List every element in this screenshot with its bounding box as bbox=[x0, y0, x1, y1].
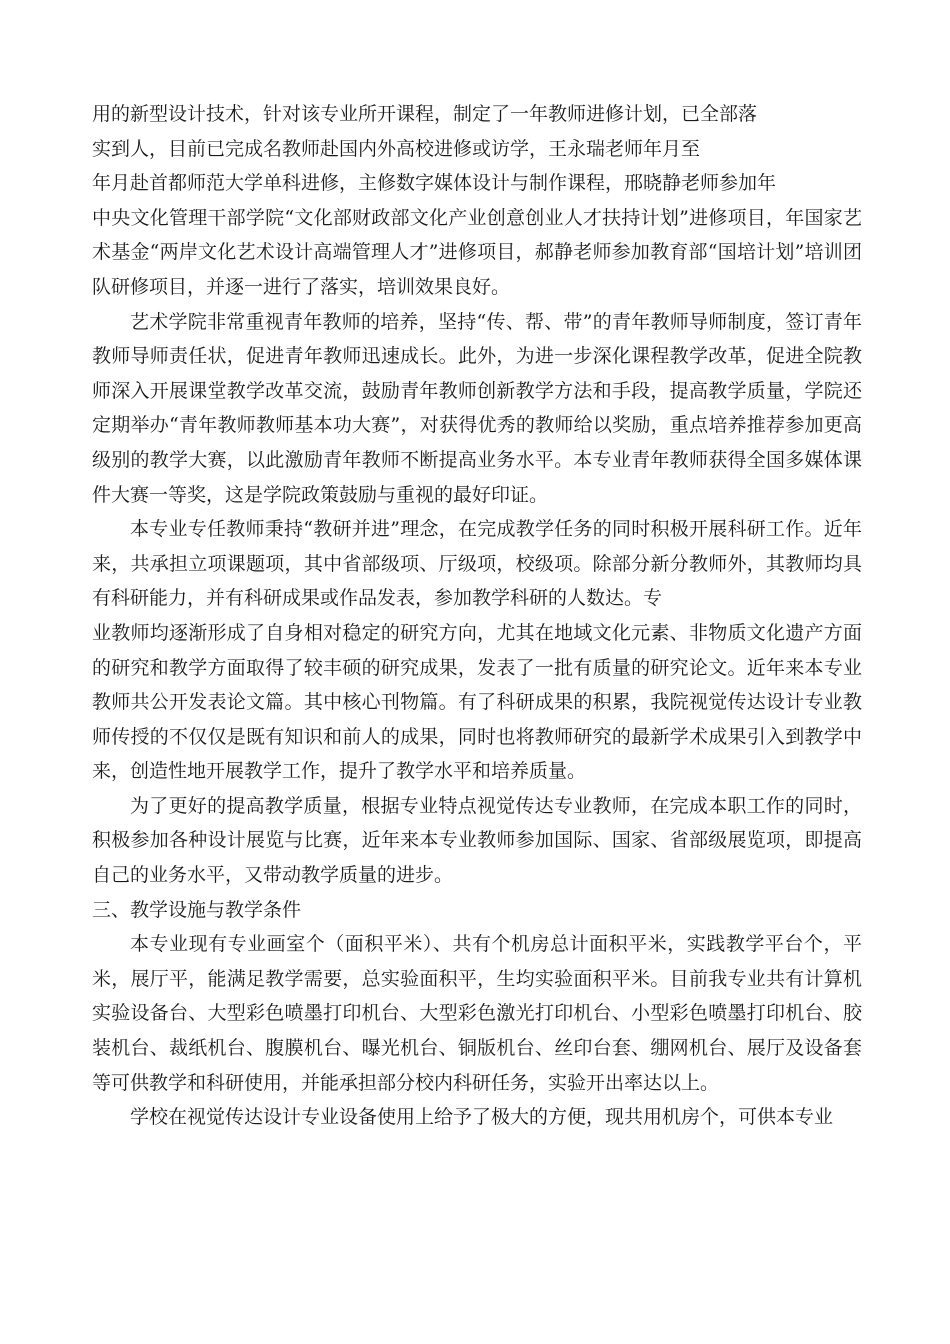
paragraph-1-line-1: 用的新型设计技术，针对该专业所开课程，制定了一年教师进修计划，已全部落 bbox=[92, 103, 758, 125]
paragraph-3 bbox=[92, 512, 862, 789]
paragraph-2: 艺术学院非常重视青年教师的培养，坚持“传、帮、带”的青年教师导师制度，签订青年教师导师责任状，促进青年教师迅速成长。此外，为进一步深化课程教学改革，促进全院教师深入开展课堂教学改革交流，鼓励青年教师创新教学方法和手段，提高教学质量，学院还定期举办“青年教师教师基本功大赛”，对获得优秀的教师给以奖励，重点培养推荐参加更高级别的教学大赛，以此激励青年教师不断提高业务水平。本专业青年教师获得全国多媒体课件大赛一等奖，这是学院政策鼓励与重视的最好印证。 bbox=[92, 310, 862, 506]
paragraph-6: 学校在视觉传达设计专业设备使用上给予了极大的方便，现共用机房个，可供本专业 bbox=[130, 1106, 834, 1129]
paragraph-3-part-1: 本专业专任教师秉持“教研并进”理念，在完成教学任务的同时积极开展科研工作。近年来，共承担立项课题项，其中省部级项、厅级项，校级项。除部分新分教师外，其教师均具有科研能力，并有科研成果或作品发表，参加教学科研的人数达。专 bbox=[92, 518, 862, 610]
section-heading: 三、教学设施与教学条件 bbox=[92, 898, 302, 921]
paragraph-1-line-4: 中央文化管理干部学院“文化部财政部文化产业创意创业人才扶持计划”进修项目，年国家艺术基金“两岸文化艺术设计高端管理人才”进修项目，郝静老师参加教育部“国培计划”培训团队研修项目，并逐一进行了落实，培训效果良好。 bbox=[92, 206, 862, 298]
paragraph-1-line-3: 年月赴首都师范大学单科进修，主修数字媒体设计与制作课程，邢晓静老师参加年 bbox=[92, 172, 777, 195]
document-body bbox=[92, 97, 862, 1135]
paragraph-5: 本专业现有专业画室个（面积平米）、共有个机房总计面积平米，实践教学平台个，平米，展厅平，能满足教学需要，总实验面积平，生均实验面积平米。目前我专业共有计算机实验设备台、大型彩色喷墨打印机台、大型彩色激光打印机台、小型彩色喷墨打印机台、胶装机台、裁纸机台、腹膜机台、曝光机台、铜版机台、丝印台套、绷网机台、展厅及设备套等可供教学和科研使用，并能承担部分校内科研任务，实验开出率达以上。 bbox=[92, 933, 862, 1094]
paragraph-3-part-2: 业教师均逐渐形成了自身相对稳定的研究方向，尤其在地域文化元素、非物质文化遗产方面的研究和教学方面取得了较丰硕的研究成果，发表了一批有质量的研究论文。近年来本专业教师共公开发表论文篇。其中核心刊物篇。有了科研成果的积累，我院视觉传达设计专业教师传授的不仅仅是既有知识和前人的成果，同时也将教师研究的最新学术成果引入到教学中来，创造性地开展教学工作，提升了教学水平和培养质量。 bbox=[92, 621, 862, 783]
paragraph-4: 为了更好的提高教学质量，根据专业特点视觉传达专业教师，在完成本职工作的同时，积极参加各种设计展览与比赛，近年来本专业教师参加国际、国家、省部级展览项，即提高自己的业务水平，又带动教学质量的进步。 bbox=[92, 794, 862, 887]
paragraph-1 bbox=[92, 97, 862, 305]
paragraph-1-line-2: 实到人，目前已完成名教师赴国内外高校进修或访学，王永瑞老师年月至 bbox=[92, 137, 701, 160]
